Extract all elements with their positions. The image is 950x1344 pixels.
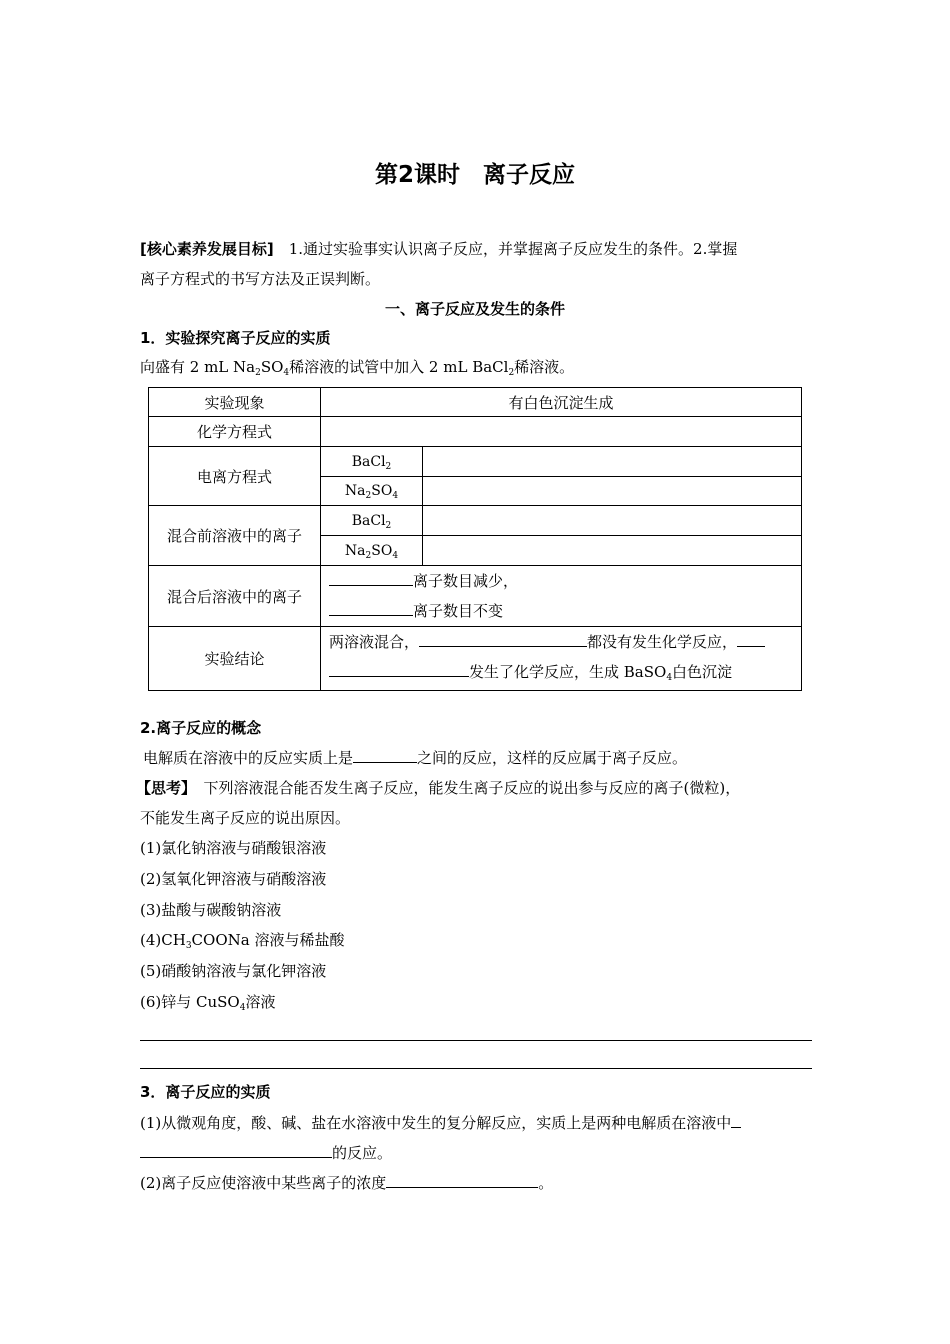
goals-label: [核心素养发展目标] xyxy=(140,240,274,258)
subscript: 2 xyxy=(365,550,372,561)
bacl2-label xyxy=(321,506,423,536)
na2so4-label xyxy=(321,536,423,566)
think-line-1 xyxy=(136,777,740,799)
text-part: (1)从微观角度，酸、碱、盐在水溶液中发生的复分解反应，实质上是两种电解质在溶液中 xyxy=(140,1114,732,1132)
section-heading: 一、离子反应及发生的条件 xyxy=(384,300,565,318)
fill-blank[interactable] xyxy=(329,569,413,586)
subheading-1: 1．实验探究离子反应的实质 xyxy=(140,329,331,347)
na2so4-label xyxy=(321,477,423,506)
intro-part: 向盛有 2 mL Na xyxy=(140,358,256,376)
subheading-3: 3．离子反应的实质 xyxy=(140,1083,271,1101)
subscript: 2 xyxy=(255,368,261,378)
formula-part: SO xyxy=(371,542,393,559)
observation-cell: 有白色沉淀生成 xyxy=(321,388,802,417)
list-item xyxy=(140,929,344,954)
row-label: 混合前溶液中的离子 xyxy=(149,506,321,566)
cell-text: 两溶液混合， xyxy=(329,633,420,651)
think-line-2: 不能发生离子反应的说出原因。 xyxy=(140,809,351,827)
cell-text: 离子数目减少， xyxy=(413,572,519,590)
answer-line[interactable] xyxy=(140,1040,812,1041)
text-part: 。 xyxy=(538,1174,554,1192)
subheading-2: 2.离子反应的概念 xyxy=(140,719,262,737)
table-row xyxy=(149,506,802,536)
list-item: (3)盐酸与碳酸钠溶液 xyxy=(140,901,282,919)
equation-blank-cell[interactable] xyxy=(321,417,802,447)
text-part: (2)离子反应使溶液中某些离子的浓度 xyxy=(140,1174,387,1192)
list-item: (2)氢氧化钾溶液与硝酸溶液 xyxy=(140,870,327,888)
answer-blank-cell[interactable] xyxy=(423,477,802,506)
fill-blank[interactable] xyxy=(353,746,417,763)
subscript: 2 xyxy=(385,520,392,531)
text-part: 的反应。 xyxy=(332,1144,393,1162)
cell-text: 离子数目不变 xyxy=(413,602,504,620)
cell-text: 都没有发生化学反应， xyxy=(587,633,738,651)
goals-text: 1.通过实验事实认识离子反应，并掌握离子反应发生的条件。2.掌握 xyxy=(273,240,738,258)
list-item: (5)硝酸钠溶液与氯化钾溶液 xyxy=(140,962,327,980)
table-row xyxy=(149,447,802,477)
row-label: 实验结论 xyxy=(149,627,321,691)
goals-line-2: 离子方程式的书写方法及正误判断。 xyxy=(140,270,381,288)
item-part: (4)CH xyxy=(140,931,186,949)
page-title: 第2课时 离子反应 xyxy=(374,162,575,188)
experiment-intro xyxy=(140,356,574,381)
fill-blank[interactable] xyxy=(386,1171,538,1188)
fill-blank[interactable] xyxy=(140,1141,332,1158)
row-label: 混合后溶液中的离子 xyxy=(149,566,321,627)
essence-line-2 xyxy=(140,1141,392,1164)
subscript: 3 xyxy=(185,941,192,951)
row-label: 化学方程式 xyxy=(149,417,321,447)
intro-part: 稀溶液。 xyxy=(514,358,575,376)
intro-part: SO xyxy=(260,358,284,376)
row-label: 实验现象 xyxy=(149,388,321,417)
after-mix-line-1 xyxy=(329,566,793,596)
essence-line-3 xyxy=(140,1171,553,1194)
concept-text xyxy=(143,746,687,769)
subscript: 4 xyxy=(392,491,399,501)
fill-blank[interactable] xyxy=(329,660,469,677)
subscript: 2 xyxy=(385,461,392,472)
conclusion-line-1 xyxy=(329,627,793,657)
subscript: 2 xyxy=(508,368,515,378)
experiment-table xyxy=(148,387,802,691)
formula-part: Na xyxy=(344,483,366,499)
after-mix-line-2 xyxy=(329,596,793,626)
think-label: 【思考】 xyxy=(136,779,189,797)
formula-part: Na xyxy=(344,542,366,559)
table-row xyxy=(149,627,802,691)
cell-text: 白色沉淀 xyxy=(672,663,733,681)
list-item: (1)氯化钠溶液与硝酸银溶液 xyxy=(140,839,327,857)
essence-line-1 xyxy=(140,1111,741,1134)
list-item xyxy=(140,991,275,1016)
item-part: (6)锌与 CuSO xyxy=(140,993,240,1011)
table-row xyxy=(149,417,802,447)
conclusion-line-2 xyxy=(329,657,793,690)
think-text: 下列溶液混合能否发生离子反应，能发生离子反应的说出参与反应的离子(微粒)， xyxy=(188,779,741,797)
item-part: 溶液 xyxy=(245,993,276,1011)
fill-blank[interactable] xyxy=(731,1111,741,1128)
text-part: 之间的反应，这样的反应属于离子反应。 xyxy=(417,749,688,767)
table-row xyxy=(149,566,802,627)
conclusion-cell xyxy=(321,627,802,691)
subscript: 4 xyxy=(392,550,399,561)
row-label: 电离方程式 xyxy=(149,447,321,506)
answer-blank-cell[interactable] xyxy=(423,536,802,566)
bacl2-label xyxy=(321,447,423,477)
answer-line[interactable] xyxy=(140,1068,812,1069)
formula-part: BaCl xyxy=(351,512,386,529)
item-part: COONa 溶液与稀盐酸 xyxy=(191,931,345,949)
subscript: 4 xyxy=(239,1003,246,1013)
subscript: 2 xyxy=(365,491,372,501)
text-part: 电解质在溶液中的反应实质上是 xyxy=(143,749,354,767)
cell-text: 发生了化学反应，生成 BaSO xyxy=(469,663,667,681)
answer-blank-cell[interactable] xyxy=(423,447,802,477)
goals-line-1 xyxy=(140,238,737,260)
subscript: 4 xyxy=(666,673,673,683)
intro-part: 稀溶液的试管中加入 2 mL BaCl xyxy=(289,358,509,376)
fill-blank[interactable] xyxy=(419,630,587,647)
formula-part: BaCl xyxy=(351,453,386,470)
after-mix-cell xyxy=(321,566,802,627)
fill-blank[interactable] xyxy=(329,599,413,616)
fill-blank[interactable] xyxy=(737,630,765,647)
table-row xyxy=(149,388,802,417)
subscript: 4 xyxy=(283,368,290,378)
answer-blank-cell[interactable] xyxy=(423,506,802,536)
formula-part: SO xyxy=(371,483,393,499)
